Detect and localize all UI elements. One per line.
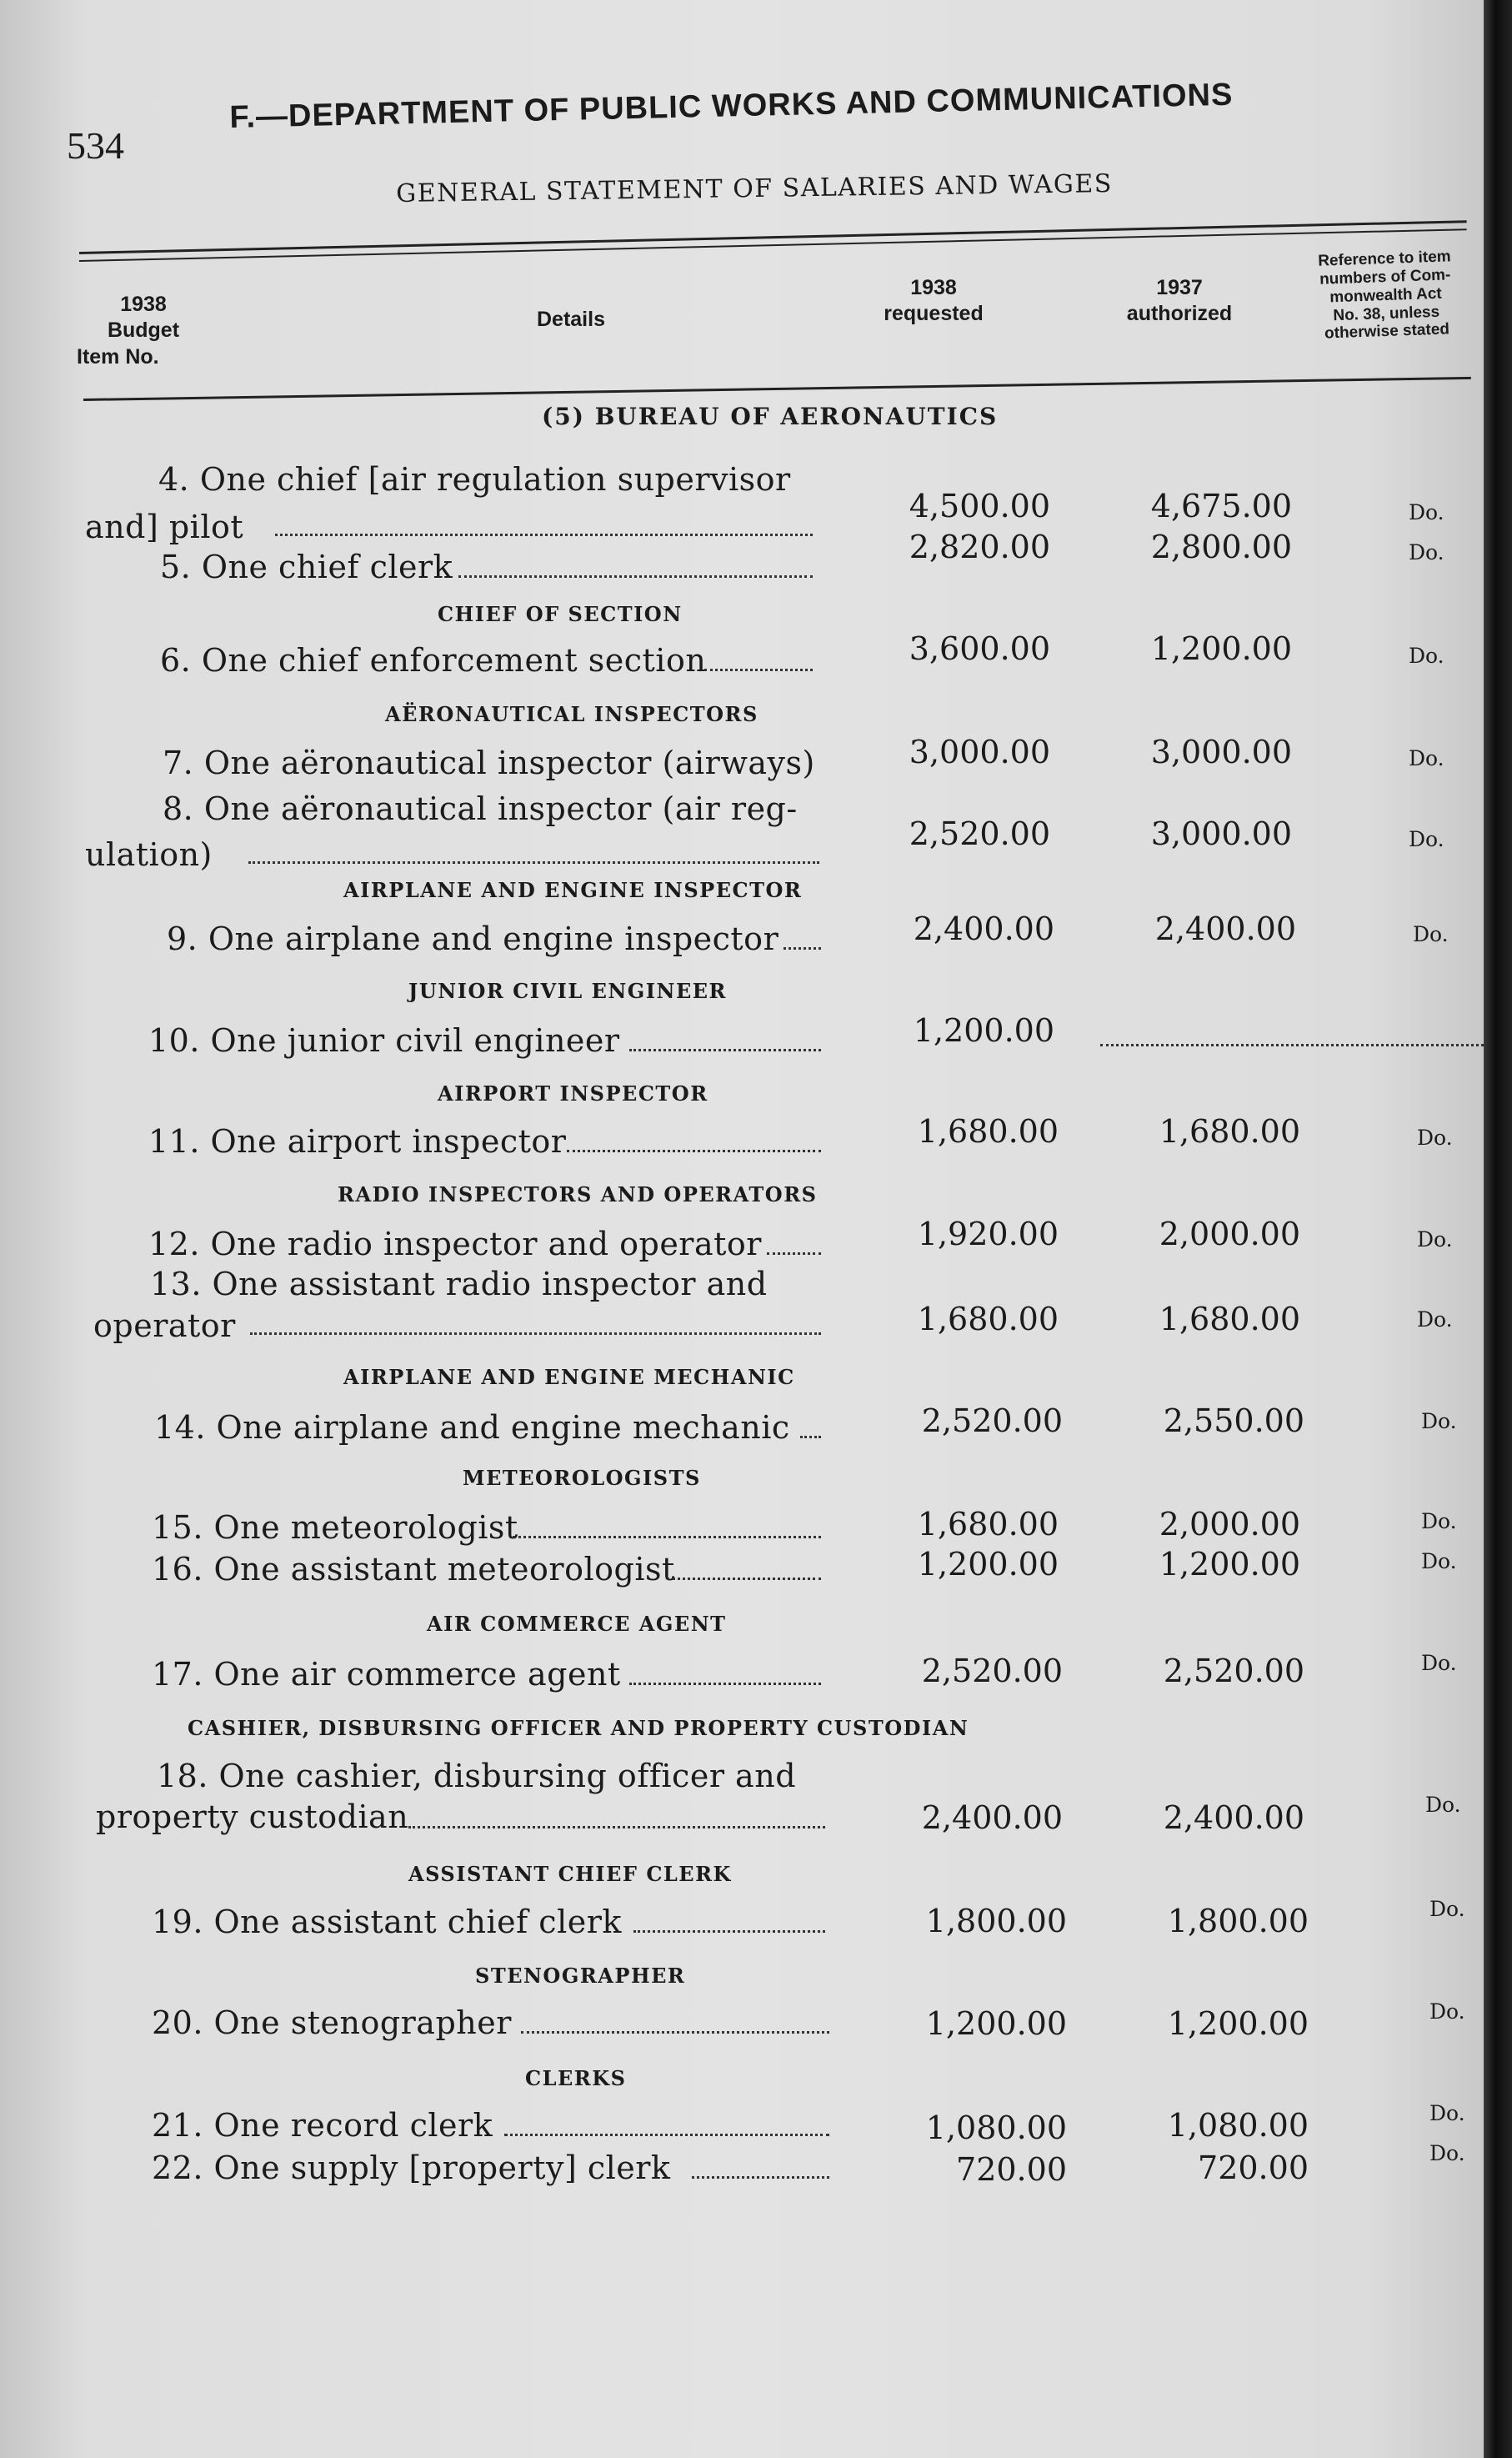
- item-17-requested: 2,520.00: [921, 1653, 1063, 1689]
- item-21-authorized: 1,080.00: [1167, 2107, 1309, 2144]
- leader: [692, 2176, 829, 2179]
- item-17-authorized: 2,520.00: [1163, 1653, 1304, 1689]
- item-13-requested: 1,680.00: [917, 1301, 1059, 1337]
- item-5-authorized: 2,800.00: [1150, 529, 1292, 565]
- column-header-reference: Reference to item numbers of Com- monwealth Act No. 38, unless otherwise stated: [1317, 248, 1451, 343]
- item-12-line-1: 12. One radio inspector and operator: [148, 1226, 762, 1262]
- item-8-line-2: ulation): [85, 836, 213, 873]
- item-14-requested: 2,520.00: [921, 1402, 1063, 1439]
- page-subtitle: GENERAL STATEMENT OF SALARIES AND WAGES: [396, 168, 1113, 208]
- item-11-line-1: 11. One airport inspector: [148, 1123, 567, 1160]
- item-21-requested: 1,080.00: [925, 2109, 1067, 2146]
- item-18-line-1: 18. One cashier, disbursing officer and: [157, 1758, 797, 1794]
- item-18-authorized: 2,400.00: [1163, 1799, 1304, 1836]
- leader: [248, 861, 819, 864]
- item-16-authorized: 1,200.00: [1159, 1546, 1300, 1583]
- item-8-authorized: 3,000.00: [1150, 815, 1292, 852]
- leader: [458, 575, 813, 578]
- item-4-requested: 4,500.00: [909, 488, 1050, 524]
- item-13-reference: Do.: [1417, 1307, 1453, 1332]
- leader: [521, 2031, 829, 2034]
- item-4-line-1: 4. One chief [air regulation supervisor: [158, 461, 791, 498]
- item-13-line-1: 13. One assistant radio inspector and: [150, 1266, 768, 1302]
- item-9-authorized: 2,400.00: [1154, 910, 1296, 947]
- item-8-line-1: 8. One aëronautical inspector (air reg-: [163, 790, 798, 827]
- item-17-line-1: 17. One air commerce agent: [152, 1656, 621, 1693]
- item-14-authorized: 2,550.00: [1163, 1402, 1304, 1439]
- leader: [784, 947, 821, 950]
- leader: [275, 534, 813, 536]
- leader: [629, 1683, 821, 1685]
- item-12-authorized: 2,000.00: [1159, 1216, 1300, 1252]
- leader: [250, 1332, 821, 1335]
- item-8-reference: Do.: [1409, 827, 1444, 851]
- item-5-reference: Do.: [1409, 540, 1444, 564]
- item-22-authorized: 720.00: [1198, 2149, 1309, 2186]
- section-heading: AIRPORT INSPECTOR: [438, 1081, 708, 1106]
- section-heading: AIRPLANE AND ENGINE MECHANIC: [343, 1365, 795, 1389]
- item-22-line-1: 22. One supply [property] clerk: [152, 2149, 671, 2186]
- section-heading: AËRONAUTICAL INSPECTORS: [385, 702, 759, 726]
- item-16-reference: Do.: [1421, 1549, 1457, 1573]
- item-13-authorized: 1,680.00: [1159, 1301, 1300, 1337]
- section-heading: AIRPLANE AND ENGINE INSPECTOR: [343, 878, 803, 902]
- item-6-requested: 3,600.00: [909, 630, 1050, 667]
- item-9-requested: 2,400.00: [913, 910, 1054, 947]
- book-binding-edge: [1484, 0, 1512, 2458]
- item-20-requested: 1,200.00: [925, 2005, 1067, 2042]
- leader: [704, 669, 813, 671]
- item-6-reference: Do.: [1409, 644, 1444, 668]
- item-4-reference: Do.: [1409, 500, 1444, 524]
- item-18-reference: Do.: [1425, 1793, 1461, 1817]
- item-19-authorized: 1,800.00: [1167, 1903, 1309, 1939]
- item-15-line-1: 15. One meteorologist: [152, 1509, 518, 1546]
- item-15-requested: 1,680.00: [917, 1506, 1059, 1543]
- item-12-requested: 1,920.00: [917, 1216, 1059, 1252]
- section-heading: ASSISTANT CHIEF CLERK: [408, 1862, 732, 1886]
- item-7-requested: 3,000.00: [909, 734, 1050, 770]
- column-header-requested: 1938 requested: [884, 276, 984, 326]
- item-5-line-1: 5. One chief clerk: [160, 549, 453, 585]
- item-7-line-1: 7. One aëronautical inspector (airways): [163, 745, 815, 781]
- leader: [408, 1826, 825, 1828]
- section-heading: JUNIOR CIVIL ENGINEER: [408, 979, 727, 1003]
- item-8-requested: 2,520.00: [909, 815, 1050, 852]
- item-14-reference: Do.: [1421, 1409, 1457, 1433]
- item-19-reference: Do.: [1429, 1897, 1465, 1921]
- item-19-requested: 1,800.00: [925, 1903, 1067, 1939]
- item-6-line-1: 6. One chief enforcement section: [160, 642, 707, 679]
- leader: [667, 1578, 821, 1580]
- item-14-line-1: 14. One airplane and engine mechanic: [154, 1409, 790, 1446]
- page-title: F.—DEPARTMENT OF PUBLIC WORKS AND COMMUNICATIONS: [229, 77, 1234, 135]
- header-rule-bottom: [83, 377, 1471, 401]
- section-heading: CASHIER, DISBURSING OFFICER AND PROPERTY CUSTODIAN: [188, 1716, 969, 1740]
- item-22-reference: Do.: [1429, 2141, 1465, 2165]
- leader: [800, 1436, 821, 1438]
- item-15-authorized: 2,000.00: [1159, 1506, 1300, 1543]
- item-4-authorized: 4,675.00: [1150, 488, 1292, 524]
- leader: [504, 2134, 829, 2136]
- item-4-line-2: and] pilot: [85, 509, 244, 545]
- column-header-authorized: 1937 authorized: [1126, 276, 1233, 326]
- item-21-reference: Do.: [1429, 2101, 1465, 2125]
- item-13-line-2: operator: [93, 1307, 236, 1344]
- item-11-authorized: 1,680.00: [1159, 1113, 1300, 1150]
- section-heading: STENOGRAPHER: [475, 1964, 686, 1988]
- section-heading: CLERKS: [525, 2066, 627, 2090]
- item-20-reference: Do.: [1429, 1999, 1465, 2024]
- leader: [633, 1930, 825, 1933]
- item-16-line-1: 16. One assistant meteorologist: [152, 1551, 675, 1588]
- leader: [567, 1150, 821, 1152]
- header-rule-top-2: [79, 228, 1467, 262]
- section-heading: AIR COMMERCE AGENT: [427, 1612, 727, 1636]
- item-10-line-1: 10. One junior civil engineer: [148, 1022, 620, 1059]
- item-12-reference: Do.: [1417, 1227, 1453, 1252]
- leader: [513, 1536, 821, 1538]
- item-17-reference: Do.: [1421, 1651, 1457, 1675]
- item-18-requested: 2,400.00: [921, 1799, 1063, 1836]
- item-11-requested: 1,680.00: [917, 1113, 1059, 1150]
- leader: [629, 1049, 821, 1051]
- item-20-line-1: 20. One stenographer: [152, 2004, 512, 2041]
- page-number: 534: [67, 124, 124, 167]
- leader: [767, 1252, 821, 1255]
- item-22-requested: 720.00: [956, 2151, 1067, 2188]
- item-11-reference: Do.: [1417, 1126, 1453, 1150]
- item-20-authorized: 1,200.00: [1167, 2005, 1309, 2042]
- item-5-requested: 2,820.00: [909, 529, 1050, 565]
- item-10-requested: 1,200.00: [913, 1012, 1054, 1049]
- item-9-reference: Do.: [1413, 922, 1449, 946]
- item-15-reference: Do.: [1421, 1509, 1457, 1533]
- item-16-requested: 1,200.00: [917, 1546, 1059, 1583]
- section-heading: RADIO INSPECTORS AND OPERATORS: [338, 1182, 818, 1206]
- item-18-line-2: property custodian: [96, 1798, 409, 1835]
- bureau-heading: (5) BUREAU OF AERONAUTICS: [542, 403, 999, 430]
- item-21-line-1: 21. One record clerk: [152, 2107, 493, 2144]
- column-header-details: Details: [537, 308, 605, 331]
- section-heading: CHIEF OF SECTION: [438, 602, 683, 626]
- item-19-line-1: 19. One assistant chief clerk: [152, 1904, 622, 1940]
- item-7-reference: Do.: [1409, 746, 1444, 770]
- item-10-authorized-blank: [1100, 1044, 1484, 1046]
- section-heading: METEOROLOGISTS: [463, 1466, 701, 1490]
- item-7-authorized: 3,000.00: [1150, 734, 1292, 770]
- column-header-item: 1938 Budget Item No.: [77, 293, 180, 369]
- item-6-authorized: 1,200.00: [1150, 630, 1292, 667]
- header-rule-top: [79, 220, 1467, 254]
- item-9-line-1: 9. One airplane and engine inspector: [167, 920, 779, 957]
